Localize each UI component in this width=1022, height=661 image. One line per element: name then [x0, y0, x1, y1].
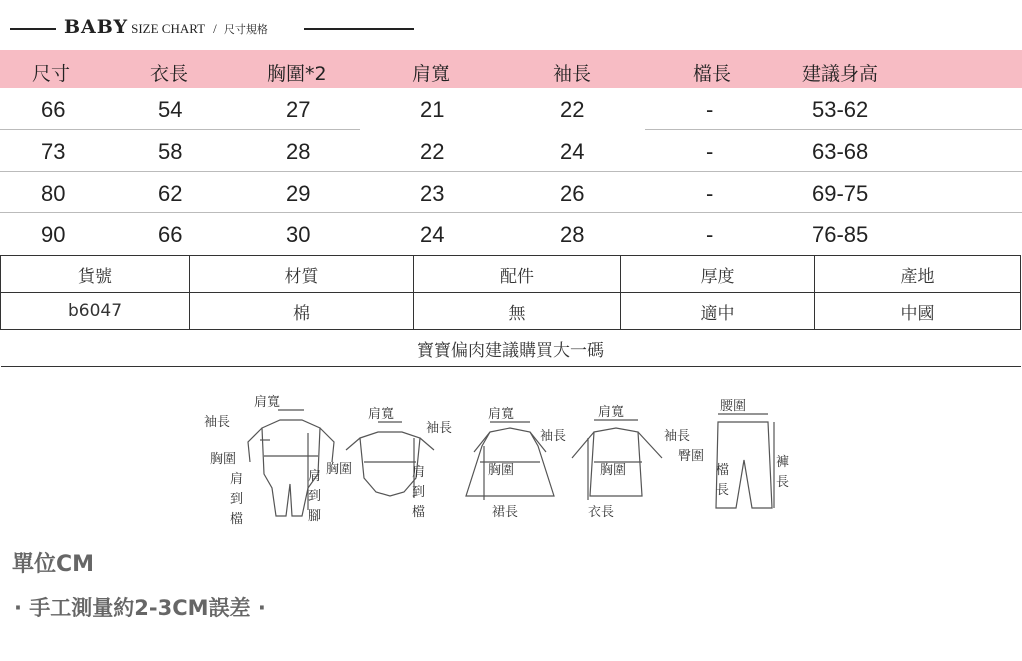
spec-accessory: 無 — [414, 293, 621, 330]
label-dress-sleeve: 袖長 — [540, 429, 567, 444]
cell-length: 54 — [158, 97, 183, 122]
cell-sleeve: 24 — [560, 139, 585, 164]
title-rule-left — [10, 28, 56, 30]
label-romper-b2: 到 — [308, 489, 322, 504]
cell-height: 76-85 — [812, 222, 869, 247]
cell-sleeve: 26 — [560, 181, 585, 206]
spec-note: 寶寶偏肉建議購買大一碼 — [1, 330, 1021, 367]
label-pants-waist: 腰圍 — [720, 399, 747, 414]
label-top-chest: 胸圍 — [600, 463, 627, 478]
label-romper-a3: 檔 — [230, 512, 244, 527]
spec-note-row — [1, 330, 1021, 367]
label-romper-chest: 胸圍 — [210, 452, 237, 467]
title-cn: 尺寸規格 — [223, 23, 268, 36]
table-row — [0, 88, 1022, 130]
cell-size: 80 — [41, 181, 66, 206]
measurement-diagram — [190, 388, 810, 538]
cell-crotch: - — [706, 222, 714, 247]
header-shoulder: 肩寬 — [412, 63, 451, 85]
spec-value-row — [1, 293, 1021, 330]
cell-height: 69-75 — [812, 181, 869, 206]
cell-shoulder: 22 — [420, 139, 445, 164]
cell-height: 63-68 — [812, 139, 869, 164]
header-sleeve: 袖長 — [553, 63, 592, 85]
header-length: 衣長 — [150, 63, 189, 85]
cell-shoulder: 21 — [420, 97, 445, 122]
cell-crotch: - — [706, 139, 714, 164]
title-separator: / — [213, 21, 217, 36]
label-top-shoulder: 肩寬 — [598, 405, 625, 420]
header-size: 尺寸 — [32, 63, 71, 85]
label-pants-c1: 檔 — [716, 463, 730, 478]
cell-height: 53-62 — [812, 97, 869, 122]
spec-header-accessory: 配件 — [414, 256, 621, 293]
label-romper-a2: 到 — [230, 492, 244, 507]
title-rule-right — [304, 28, 414, 30]
cell-sleeve: 28 — [560, 222, 585, 247]
spec-header-thickness: 厚度 — [621, 256, 815, 293]
unit-label: 單位CM — [12, 552, 95, 577]
header-height: 建議身高 — [802, 63, 879, 85]
label-romper-sleeve: 袖長 — [204, 415, 231, 430]
header-chest: 胸圍*2 — [267, 63, 327, 85]
label-dress-chest: 胸圍 — [488, 463, 515, 478]
spec-origin: 中國 — [815, 293, 1021, 330]
cell-shoulder: 23 — [420, 181, 445, 206]
spec-header-material: 材質 — [190, 256, 414, 293]
spec-header-item-no: 貨號 — [1, 256, 190, 293]
cell-length: 66 — [158, 222, 183, 247]
cell-chest: 27 — [286, 97, 311, 122]
spec-header-row — [1, 256, 1021, 293]
label-romper-b1: 肩 — [308, 469, 322, 484]
label-top-length: 衣長 — [588, 505, 615, 520]
table-row — [0, 130, 1022, 172]
label-pants-l1: 褲 — [776, 455, 790, 470]
label-pants-l2: 長 — [776, 475, 790, 490]
label-romper-shoulder: 肩寬 — [254, 395, 281, 410]
label-pants-hip: 臀圍 — [678, 449, 705, 464]
romper-illustration — [248, 410, 334, 516]
spec-header-origin: 產地 — [815, 256, 1021, 293]
cell-chest: 30 — [286, 222, 311, 247]
cell-length: 58 — [158, 139, 183, 164]
cell-sleeve: 22 — [560, 97, 585, 122]
cell-chest: 29 — [286, 181, 311, 206]
label-bodysuit-a3: 檔 — [412, 505, 426, 520]
cell-crotch: - — [706, 181, 714, 206]
spec-table — [0, 255, 1021, 367]
header-crotch: 檔長 — [693, 63, 732, 85]
spec-thickness: 適中 — [621, 293, 815, 330]
chart-title — [0, 16, 1022, 42]
label-romper-b3: 腳 — [308, 509, 322, 524]
label-pants-c2: 長 — [716, 483, 730, 498]
size-table-header — [0, 50, 1022, 88]
label-bodysuit-a2: 到 — [412, 485, 426, 500]
cell-size: 73 — [41, 139, 66, 164]
measurement-note: · 手工測量約2-3CM誤差 · — [14, 596, 266, 620]
title-brand: BABY — [64, 16, 129, 38]
label-top-sleeve: 袖長 — [664, 429, 691, 444]
top-illustration — [572, 420, 662, 500]
cell-length: 62 — [158, 181, 183, 206]
table-row — [0, 213, 1022, 255]
label-bodysuit-chest: 胸圍 — [326, 462, 353, 477]
label-dress-shoulder: 肩寬 — [488, 407, 515, 422]
cell-chest: 28 — [286, 139, 311, 164]
title-text — [64, 16, 268, 38]
spec-item-no: b6047 — [1, 293, 190, 330]
label-bodysuit-sleeve: 袖長 — [426, 421, 453, 436]
table-row — [0, 172, 1022, 214]
cell-size: 66 — [41, 97, 66, 122]
cell-shoulder: 24 — [420, 222, 445, 247]
label-bodysuit-shoulder: 肩寬 — [368, 407, 395, 422]
spec-material: 棉 — [190, 293, 414, 330]
title-subtitle: SIZE CHART — [131, 21, 206, 36]
label-bodysuit-a1: 肩 — [412, 465, 426, 480]
cell-crotch: - — [706, 97, 714, 122]
cell-size: 90 — [41, 222, 66, 247]
label-romper-a1: 肩 — [230, 472, 244, 487]
label-dress-length: 裙長 — [492, 505, 519, 520]
